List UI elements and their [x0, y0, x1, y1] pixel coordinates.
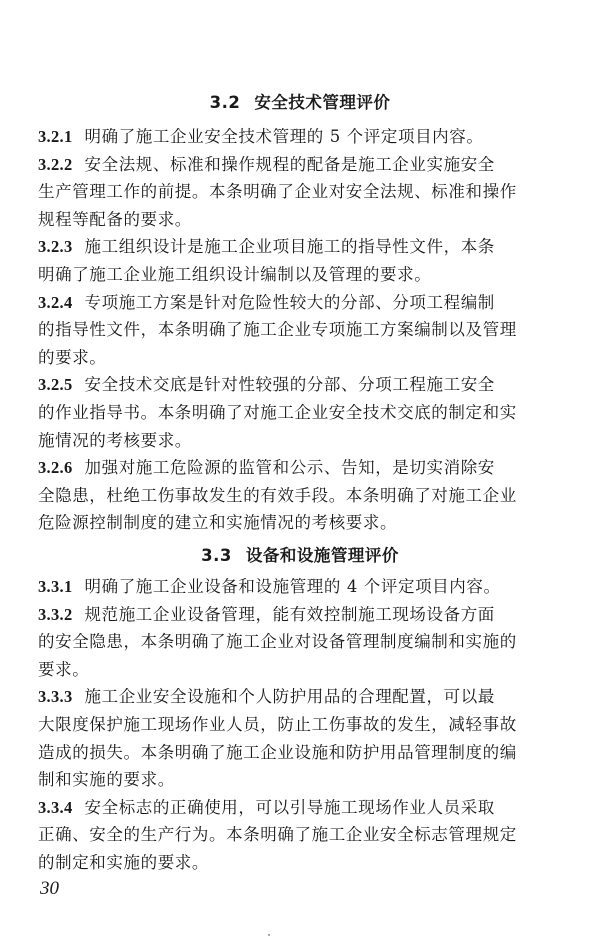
section-title: 设备和设施管理评价 [245, 546, 399, 565]
clause-text: 正确、安全的生产行为。本条明确了施工企业安全标志管理规定 [38, 825, 517, 845]
clause-text: 安全技术交底是针对性较强的分部、分项工程施工安全 [84, 375, 495, 395]
clause-3-3-2 [38, 601, 560, 684]
clause-number: 3.2.6 [38, 458, 73, 478]
clause-number: 3.2.1 [38, 127, 73, 146]
section-heading-3-3 [0, 542, 600, 566]
clause-text: 明确了施工企业设备和设施管理的 4 个评定项目内容。 [84, 577, 501, 596]
clause-text: 施工企业安全设施和个人防护用品的合理配置，可以最 [84, 687, 495, 707]
clause-text: 大限度保护施工现场作业人员，防止工伤事故的发生，减轻事故 [38, 714, 517, 734]
clause-text: 规范施工企业设备管理，能有效控制施工现场设备方面 [84, 604, 495, 624]
clause-text: 专项施工方案是针对危险性较大的分部、分项工程编制 [84, 292, 495, 312]
clause-number: 3.3.1 [38, 577, 73, 596]
clause-text: 规程等配备的要求。 [38, 209, 192, 229]
section-3-3-body [38, 573, 560, 877]
clause-3-2-6 [38, 454, 560, 537]
clause-3-3-1 [38, 573, 560, 601]
section-number: 3.2 [209, 93, 241, 112]
clause-3-2-1 [38, 123, 560, 151]
clause-text: 危险源控制制度的建立和实施情况的考核要求。 [38, 513, 398, 533]
clause-text: 全隐患，杜绝工伤事故发生的有效手段。本条明确了对施工企业 [38, 485, 517, 505]
clause-text: 生产管理工作的前提。本条明确了企业对安全法规、标准和操作 [38, 182, 517, 202]
clause-text: 要求。 [38, 659, 90, 679]
clause-text: 造成的损失。本条明确了施工企业设施和防护用品管理制度的编 [38, 742, 517, 762]
clause-3-2-3 [38, 233, 560, 288]
clause-text: 施工组织设计是施工企业项目施工的指导性文件，本条 [84, 237, 495, 257]
clause-text: 的制定和实施的要求。 [38, 852, 209, 872]
clause-number: 3.3.4 [38, 797, 73, 817]
clause-text: 明确了施工企业安全技术管理的 5 个评定项目内容。 [84, 127, 484, 146]
clause-number: 3.3.3 [38, 687, 73, 707]
section-3-2-body [38, 123, 560, 537]
page-number: 30 [40, 878, 59, 899]
section-title: 安全技术管理评价 [254, 93, 391, 112]
section-heading-3-2 [0, 89, 600, 113]
clause-text: 制和实施的要求。 [38, 770, 175, 790]
clause-number: 3.3.2 [38, 604, 73, 624]
clause-text: 的要求。 [38, 347, 107, 367]
clause-text: 安全法规、标准和操作规程的配备是施工企业实施安全 [84, 154, 495, 174]
clause-3-2-2 [38, 151, 560, 234]
clause-3-2-5 [38, 371, 560, 454]
section-number: 3.3 [201, 546, 232, 565]
clause-3-2-4 [38, 289, 560, 372]
clause-text: 的指导性文件，本条明确了施工企业专项施工方案编制以及管理 [38, 320, 517, 340]
clause-number: 3.2.5 [38, 375, 73, 395]
clause-text: 的安全隐患，本条明确了施工企业对设备管理制度编制和实施的 [38, 632, 517, 652]
clause-3-3-3 [38, 683, 560, 793]
clause-3-3-4 [38, 794, 560, 877]
clause-number: 3.2.3 [38, 237, 73, 257]
clause-text: 的作业指导书。本条明确了对施工企业安全技术交底的制定和实 [38, 402, 517, 422]
clause-text: 加强对施工危险源的监管和公示、告知，是切实消除安 [84, 458, 495, 478]
clause-text: 明确了施工企业施工组织设计编制以及管理的要求。 [38, 264, 432, 284]
scan-speck [268, 934, 270, 936]
clause-number: 3.2.4 [38, 292, 73, 312]
clause-text: 施情况的考核要求。 [38, 430, 192, 450]
clause-number: 3.2.2 [38, 154, 73, 174]
clause-text: 安全标志的正确使用，可以引导施工现场作业人员采取 [84, 797, 495, 817]
